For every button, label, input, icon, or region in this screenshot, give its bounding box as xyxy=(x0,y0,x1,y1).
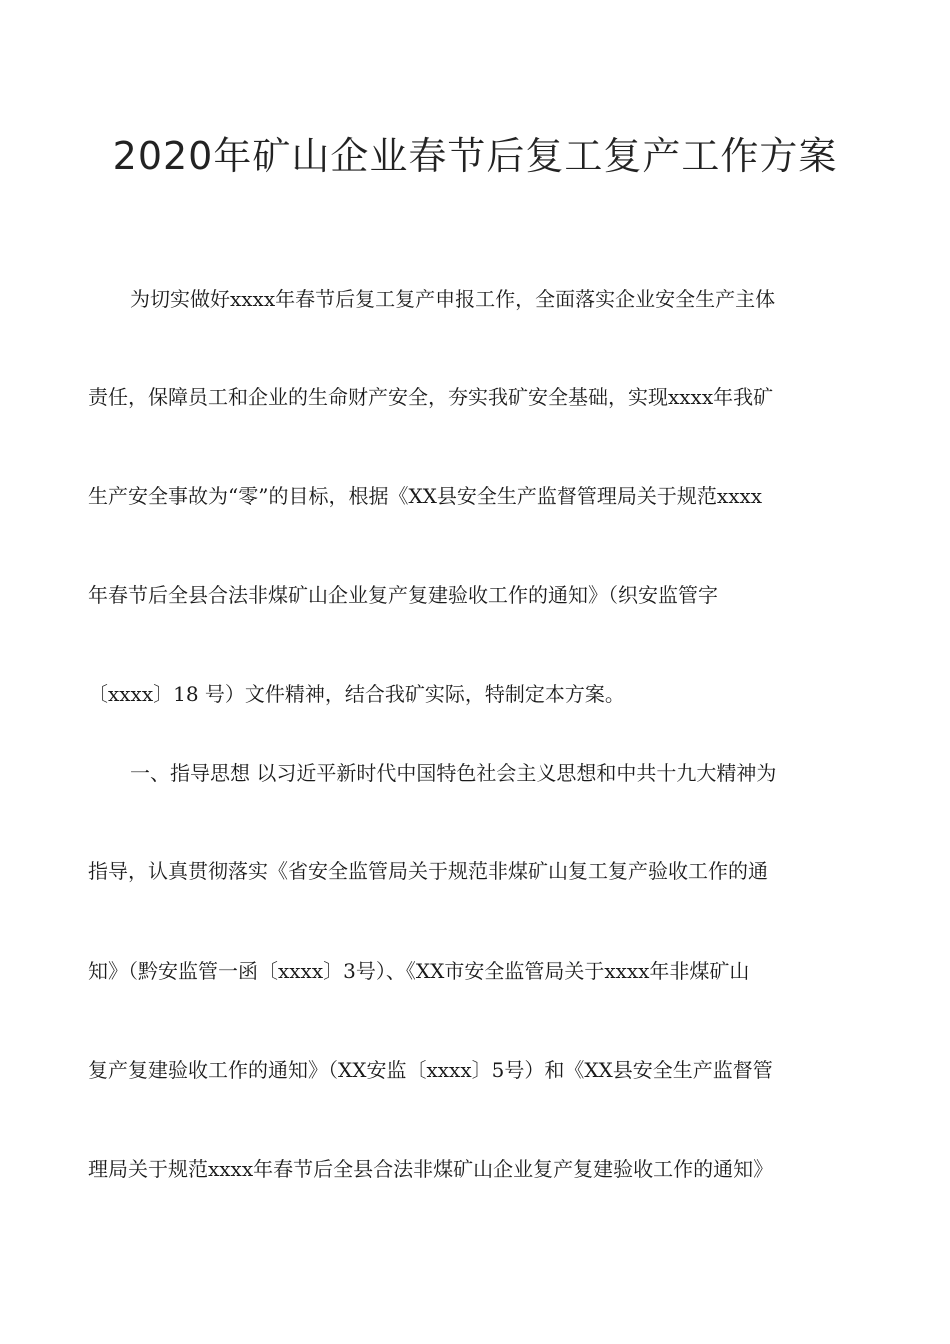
paragraph-line: 指导，认真贯彻落实《省安全监管局关于规范非煤矿山复工复产验收工作的通 xyxy=(88,859,768,883)
paragraph-line: 生产安全事故为“零”的目标，根据《XX县安全生产监督管理局关于规范xxxx xyxy=(88,484,763,508)
paragraph-line: 为切实做好xxxx年春节后复工复产申报工作，全面落实企业安全生产主体 xyxy=(130,287,776,311)
paragraph-line: 一、指导思想 以习近平新时代中国特色社会主义思想和中共十九大精神为 xyxy=(130,761,777,785)
paragraph-line: 年春节后全县合法非煤矿山企业复产复建验收工作的通知》（织安监管字 xyxy=(88,583,718,607)
paragraph-line: 复产复建验收工作的通知》（XX安监〔xxxx〕5号）和《XX县安全生产监督管 xyxy=(88,1058,773,1082)
document-title: 2020年矿山企业春节后复工复产工作方案 xyxy=(112,134,838,178)
paragraph-line: 知》（黔安监管一函〔xxxx〕3号）、《XX市安全监管局关于xxxx年非煤矿山 xyxy=(88,959,750,983)
paragraph-line: 〔xxxx〕18 号）文件精神，结合我矿实际，特制定本方案。 xyxy=(88,682,625,706)
paragraph-line: 理局关于规范xxxx年春节后全县合法非煤矿山企业复产复建验收工作的通知》 xyxy=(88,1157,774,1181)
paragraph-line: 责任，保障员工和企业的生命财产安全，夯实我矿安全基础，实现xxxx年我矿 xyxy=(88,385,774,409)
